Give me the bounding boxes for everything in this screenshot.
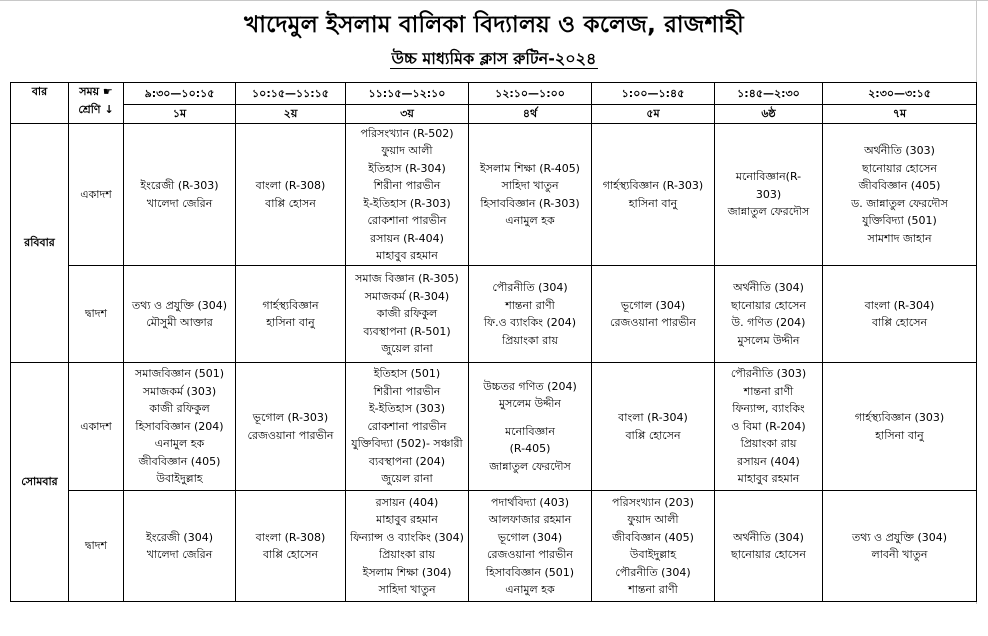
period-2: ২য় xyxy=(236,105,346,124)
schedule-line: রসায়ন (404) xyxy=(375,495,439,509)
header-time-row xyxy=(11,83,977,105)
schedule-cell xyxy=(469,266,592,363)
schedule-cell xyxy=(346,363,469,491)
schedule-line: প্রিয়াংকা রায় xyxy=(740,437,797,451)
day-label: বার xyxy=(31,85,48,98)
schedule-line: বাপ্পি হোসেন xyxy=(262,548,319,561)
schedule-line: ফুয়াদ আলী xyxy=(627,513,679,526)
schedule-cell xyxy=(469,124,592,266)
schedule-line: কাজী রফিকুল xyxy=(149,402,210,416)
schedule-line: ফি.ও ব্যাংকিং (204) xyxy=(483,316,577,329)
schedule-line: হিসাববিজ্ঞান (R-303) xyxy=(480,196,580,210)
schedule-line: আলফাজার রহমান xyxy=(488,513,572,526)
period-1: ১ম xyxy=(124,105,236,124)
schedule-line: রোকশানা পারভীন xyxy=(367,419,447,433)
schedule-line: ফুয়াদ আলী xyxy=(381,144,433,157)
period-3: ৩য় xyxy=(346,105,469,124)
class-label: শ্রেণি ↓ xyxy=(78,102,114,116)
schedule-cell xyxy=(715,491,823,602)
schedule-line: এনামুল হক xyxy=(505,583,555,596)
schedule-line: ই-ইতিহাস (R-303) xyxy=(363,196,451,210)
schedule-line: সমাজকর্ম (R-304) xyxy=(364,289,450,303)
schedule-line: উবাইদুল্লাহ xyxy=(629,548,677,561)
schedule-line: বাপ্পি হোসন xyxy=(265,196,316,210)
period-5: ৫ম xyxy=(592,105,715,124)
schedule-cell xyxy=(346,124,469,266)
schedule-line: জীববিজ্ঞান (405) xyxy=(858,179,941,192)
schedule-line: 303) xyxy=(755,187,782,201)
schedule-line: সমাজকর্ম (303) xyxy=(142,384,217,398)
day-name-cell: রবিবার xyxy=(11,124,69,363)
schedule-cell xyxy=(715,266,823,363)
schedule-line: শান্তনা রাণী xyxy=(628,583,678,596)
schedule-line: জীববিজ্ঞান (405) xyxy=(612,530,694,544)
time-label: সময় ☛ xyxy=(79,85,113,98)
schedule-line: ছানোয়ার হোসেন xyxy=(731,298,806,312)
period-7: ৭ম xyxy=(823,105,977,124)
schedule-cell xyxy=(236,491,346,602)
schedule-line: ভূগোল (304) xyxy=(620,298,686,312)
schedule-line: গার্হস্থ্যবিজ্ঞান (R-303) xyxy=(602,179,704,192)
schedule-line: (R-405) xyxy=(509,442,551,456)
schedule-line: কাজী রফিকুল xyxy=(376,307,438,321)
schedule-line: বাপ্পি হোসেন xyxy=(625,428,681,442)
schedule-line: গার্হস্থ্যবিজ্ঞান xyxy=(262,298,319,312)
period-4: ৪র্থ xyxy=(469,105,592,124)
schedule-cell xyxy=(124,124,236,266)
schedule-line: হিসাববিজ্ঞান (501) xyxy=(485,565,575,579)
schedule-line: ভূগোল (R-303) xyxy=(252,411,329,424)
schedule-cell xyxy=(823,491,977,602)
schedule-line: বাংলা (R-308) xyxy=(255,530,326,544)
time-slot-5: ১:০০—১:৪৫ xyxy=(592,83,715,105)
schedule-line: মাহাবুব রহমান xyxy=(376,249,438,262)
schedule-line: অর্থনীতি (303) xyxy=(864,144,935,157)
schedule-cell xyxy=(592,124,715,266)
schedule-line: জান্নাতুল ফেরদৌস xyxy=(727,205,810,219)
schedule-line: ই-ইতিহাস (303) xyxy=(368,402,446,416)
schedule-line: জুয়েল রানা xyxy=(381,342,433,356)
schedule-line: উচ্চতর গণিত (204) xyxy=(483,379,577,393)
schedule-line: মনোবিজ্ঞান(R- xyxy=(735,170,802,184)
schedule-line: বাংলা (R-308) xyxy=(255,179,326,192)
class-name-cell: দ্বাদশ xyxy=(69,266,124,363)
subtitle-text: উচ্চ মাধ্যমিক ক্লাস রুটিন-২০২৪ xyxy=(391,49,597,68)
schedule-line: ফিন্যান্স ও ব্যাংকিং (304) xyxy=(350,530,464,544)
schedule-line: ইসলাম শিক্ষা (R-405) xyxy=(480,161,580,175)
schedule-line: বাপ্পি হোসেন xyxy=(871,316,928,329)
table-row xyxy=(11,266,977,363)
schedule-cell xyxy=(823,266,977,363)
schedule-line: পদার্থবিদ্যা (403) xyxy=(490,495,570,509)
schedule-cell xyxy=(823,363,977,491)
schedule-line: সামশাদ জাহান xyxy=(867,231,932,245)
schedule-line: ইসলাম শিক্ষা (304) xyxy=(362,565,452,579)
schedule-line: ভূগোল (304) xyxy=(497,530,563,544)
schedule-cell xyxy=(346,491,469,602)
schedule-line: গার্হস্থ্যবিজ্ঞান (303) xyxy=(854,411,945,424)
schedule-cell xyxy=(592,266,715,363)
schedule-line: রেজওয়ানা পারভীন xyxy=(610,316,696,329)
time-slot-4: ১২:১০—১:০০ xyxy=(469,83,592,105)
class-name-cell: দ্বাদশ xyxy=(69,491,124,602)
schedule-line: শান্তনা রাণী xyxy=(505,298,555,312)
period-6: ৬ষ্ঠ xyxy=(715,105,823,124)
routine-body xyxy=(11,124,977,602)
time-slot-6: ১:৪৫—২:৩০ xyxy=(715,83,823,105)
schedule-line: পরিসংখ্যান (R-502) xyxy=(360,126,454,140)
table-row xyxy=(11,124,977,266)
schedule-line: ছানোয়ার হোসেন xyxy=(731,548,806,561)
schedule-line: এনামুল হক xyxy=(505,214,555,227)
table-row xyxy=(11,363,977,491)
schedule-line: হাসিনা বানু xyxy=(875,428,924,442)
routine-table xyxy=(10,82,977,602)
schedule-line: ব্যবস্থাপনা (R-501) xyxy=(363,324,451,338)
schedule-cell xyxy=(124,266,236,363)
schedule-line: শিরীনা পারভীন xyxy=(373,384,441,398)
schedule-line: তথ্য ও প্রযুক্তি (304) xyxy=(851,530,948,544)
schedule-line: মনোবিজ্ঞান xyxy=(505,424,555,438)
schedule-line: মুসলেম উদ্দীন xyxy=(498,397,562,411)
schedule-line: ছানোয়ার হোসেন xyxy=(862,161,937,175)
schedule-line: রেজওয়ানা পারভীন xyxy=(247,428,334,442)
schedule-line: সাহিদা খাতুন xyxy=(378,583,436,596)
schedule-cell xyxy=(715,124,823,266)
schedule-cell xyxy=(124,363,236,491)
schedule-line: পৌরনীতি (304) xyxy=(615,565,691,579)
schedule-cell xyxy=(236,124,346,266)
schedule-line: সাহিদা খাতুন xyxy=(501,179,559,192)
schedule-line: ইংরেজী (304) xyxy=(146,530,213,544)
class-name-cell: একাদশ xyxy=(69,124,124,266)
schedule-line: অর্থনীতি (304) xyxy=(733,281,804,294)
schedule-cell xyxy=(236,363,346,491)
schedule-line: মাহাবুব রহমান xyxy=(737,472,800,486)
schedule-line: যুক্তিবিদ্যা (501) xyxy=(862,214,937,227)
schedule-line: রেজওয়ানা পারভীন xyxy=(487,548,573,561)
schedule-line: ও বিমা (R-204) xyxy=(731,419,806,433)
schedule-cell xyxy=(823,124,977,266)
schedule-line: ইতিহাস (R-304) xyxy=(368,161,446,175)
schedule-line: পৌরনীতি (303) xyxy=(730,367,807,381)
schedule-line: লাবনী খাতুন xyxy=(871,548,928,561)
schedule-line: তথ্য ও প্রযুক্তি (304) xyxy=(131,298,228,312)
page-title: খাদেমুল ইসলাম বালিকা বিদ্যালয় ও কলেজ, রাজশাহী xyxy=(244,12,744,38)
schedule-line: বাংলা (R-304) xyxy=(864,298,935,312)
time-slot-7: ২:৩০—৩:১৫ xyxy=(823,83,977,105)
day-name-cell: সোমবার xyxy=(11,363,69,602)
schedule-line: রসায়ন (404) xyxy=(737,454,800,468)
schedule-cell xyxy=(346,266,469,363)
schedule-line: খালেদা জেরিন xyxy=(146,548,213,561)
schedule-line: বাংলা (R-304) xyxy=(618,411,688,424)
class-name-cell: একাদশ xyxy=(69,363,124,491)
schedule-line: প্রিয়াংকা রায় xyxy=(379,548,435,561)
pointing-hand-icon: ☛ xyxy=(102,85,113,98)
schedule-line: ব্যবস্থাপনা (204) xyxy=(368,454,446,468)
schedule-line: রোকশানা পারভীন xyxy=(367,214,447,227)
schedule-line: ইংরেজী (R-303) xyxy=(140,179,219,192)
schedule-line: উ. গণিত (204) xyxy=(731,316,806,329)
schedule-line: শান্তনা রাণী xyxy=(743,384,794,398)
schedule-line: মৌসুমী আক্তার xyxy=(146,316,213,329)
schedule-line: সমাজবিজ্ঞান (501) xyxy=(134,367,225,381)
schedule-line: হাসিনা বানু xyxy=(266,316,315,329)
schedule-line: হিসাববিজ্ঞান (204) xyxy=(135,419,224,433)
schedule-cell xyxy=(592,491,715,602)
day-column-header xyxy=(11,83,69,124)
time-slot-2: ১০:১৫—১১:১৫ xyxy=(236,83,346,105)
schedule-line: রসায়ন (R-404) xyxy=(370,231,444,245)
time-slot-3: ১১:১৫—১২:১০ xyxy=(346,83,469,105)
schedule-line: পৌরনীতি (304) xyxy=(492,281,568,294)
schedule-line xyxy=(469,413,591,423)
schedule-cell xyxy=(469,363,592,491)
schedule-line: উবাইদুল্লাহ xyxy=(156,472,203,486)
schedule-line: এনামুল হক xyxy=(154,437,205,451)
down-arrow-icon: ↓ xyxy=(104,102,114,116)
schedule-line: মাহাবুব রহমান xyxy=(376,513,438,526)
schedule-line: ফিন্যান্স, ব্যাংকিং xyxy=(732,402,805,416)
top-border-rule xyxy=(0,0,988,1)
schedule-line: জীববিজ্ঞান (405) xyxy=(138,454,221,468)
schedule-cell xyxy=(715,363,823,491)
header-period-row xyxy=(11,105,977,124)
schedule-line: ইতিহাস (501) xyxy=(373,367,441,381)
schedule-line: হাসিনা বানু xyxy=(628,196,678,210)
schedule-line: অর্থনীতি (304) xyxy=(733,530,804,544)
schedule-line: শিরীনা পারভীন xyxy=(373,179,441,192)
schedule-cell xyxy=(469,491,592,602)
time-slot-1: ৯:৩০—১০:১৫ xyxy=(124,83,236,105)
schedule-line: ড. জান্নাতুল ফেরদৌস xyxy=(851,196,948,210)
schedule-line: জান্নাতুল ফেরদৌস xyxy=(489,459,571,473)
schedule-line: যুক্তিবিদ্যা (502)- সঞ্চারী xyxy=(351,437,463,451)
class-column-header xyxy=(69,83,124,124)
schedule-cell xyxy=(236,266,346,363)
schedule-line: প্রিয়াংকা রায় xyxy=(502,333,558,347)
schedule-cell xyxy=(124,491,236,602)
schedule-line: সমাজ বিজ্ঞান (R-305) xyxy=(355,272,459,286)
table-row xyxy=(11,491,977,602)
schedule-line: মুসলেম উদ্দীন xyxy=(737,333,800,347)
page-subtitle xyxy=(0,46,988,73)
schedule-line: খালেদা জেরিন xyxy=(146,196,213,210)
schedule-cell xyxy=(592,363,715,491)
schedule-line: জুয়েল রানা xyxy=(381,472,433,486)
schedule-line: পরিসংখ্যান (203) xyxy=(612,495,694,509)
